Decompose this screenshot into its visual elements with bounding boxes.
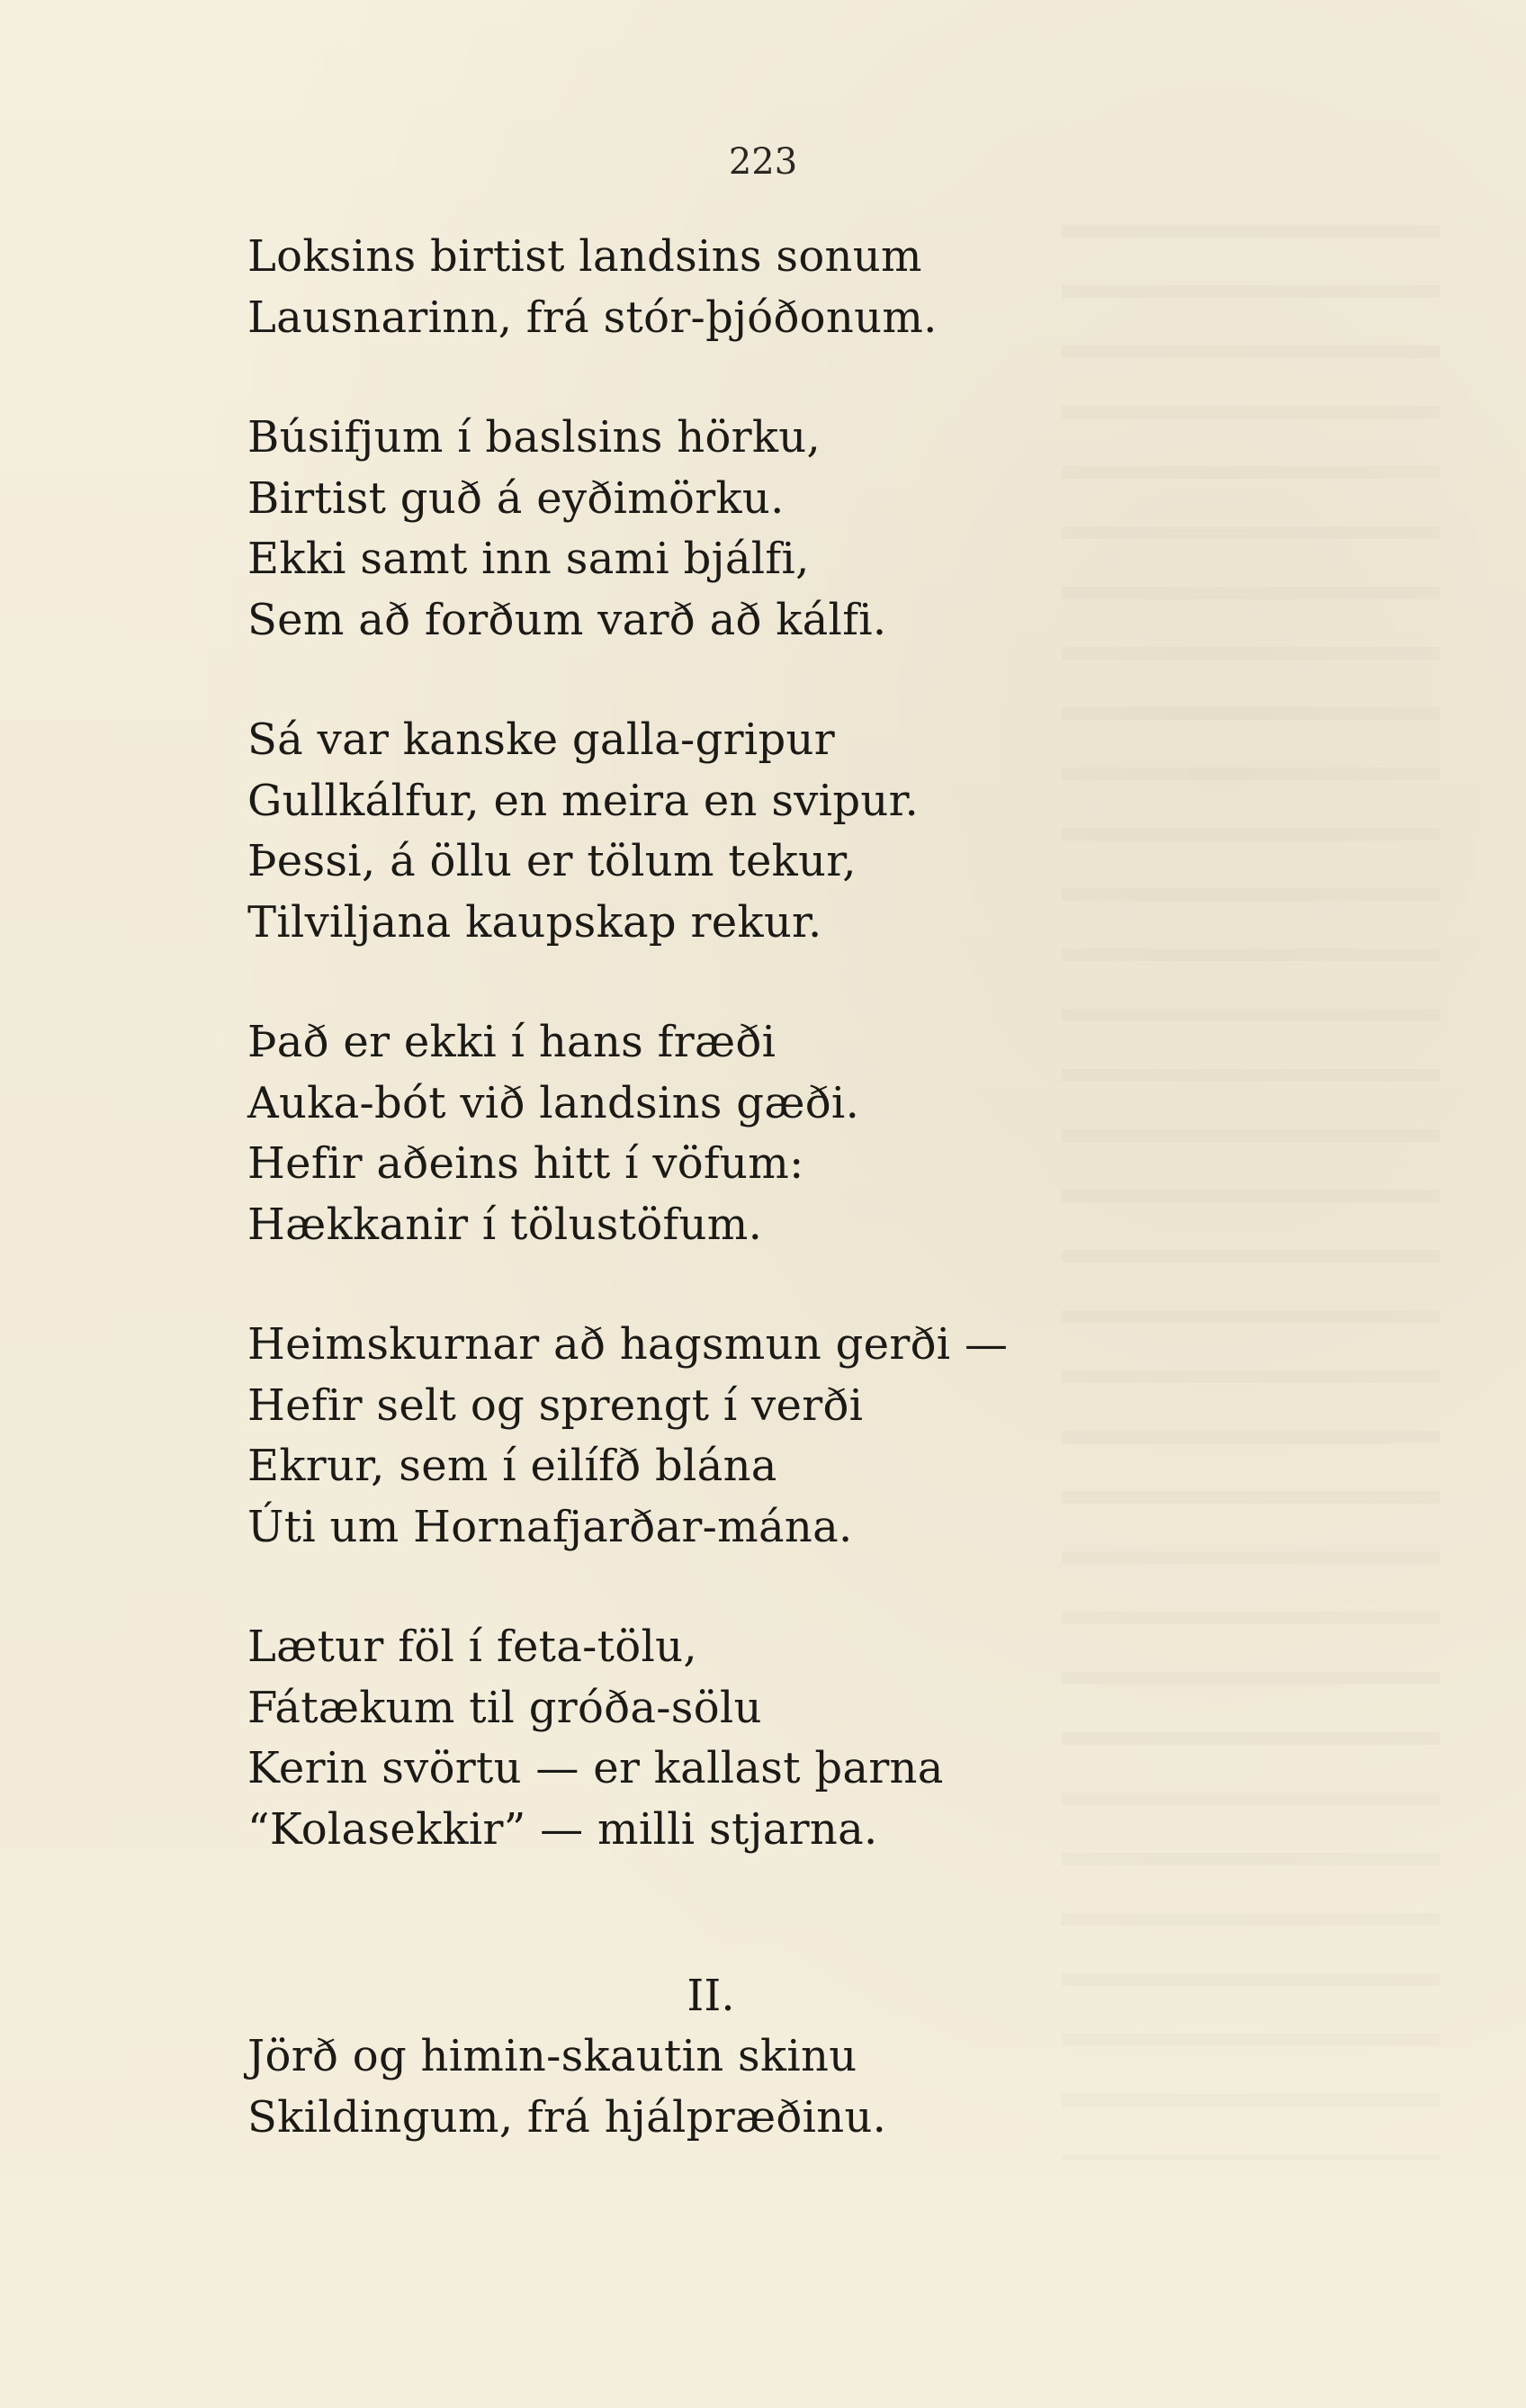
stanza-6 [247, 1617, 1417, 1860]
verse-line: Ekrur, sem í eilífð blána [247, 1441, 777, 1491]
verse-line: Loksins birtist landsins sonum [247, 231, 922, 282]
verse-line: Lausnarinn, frá stór-þjóðonum. [247, 292, 938, 343]
verse-line: Hefir aðeins hitt í vöfum: [247, 1138, 804, 1189]
stanza-4 [247, 1012, 1417, 1255]
poem-section-two-stanza [247, 2026, 1417, 2148]
verse-line: Auka-bót við landsins gæði. [247, 1077, 860, 1128]
verse-line: Fátækum til gróða-sölu [247, 1682, 762, 1733]
verse-line: Þessi, á öllu er tölum tekur, [247, 836, 857, 886]
poem-section-one [247, 227, 1417, 1919]
verse-line: Kerin svörtu — er kallast þarna [247, 1743, 944, 1793]
stanza-3 [247, 710, 1417, 953]
verse-line: Ekki samt inn sami bjálfi, [247, 534, 810, 584]
stanza-5 [247, 1315, 1417, 1558]
stanza-1 [247, 227, 1417, 348]
verse-line: Gullkálfur, en meira en svipur. [247, 775, 920, 826]
verse-line: Skildingum, frá hjálpræðinu. [247, 2091, 887, 2143]
verse-line: Úti um Hornafjarðar-mána. [247, 1501, 853, 1552]
verse-line: Búsifjum í baslsins hörku, [247, 412, 821, 463]
verse-line: Hækkanir í tölustöfum. [247, 1199, 763, 1250]
verse-line: Sá var kanske galla-gripur [247, 714, 835, 765]
verse-line: Jörð og himin-skautin skinu [247, 2031, 857, 2081]
section-heading: II. [687, 1971, 735, 2021]
verse-line: Tilviljana kaupskap rekur. [247, 896, 822, 948]
stanza-2 [247, 408, 1417, 651]
verse-line: Hefir selt og sprengt í verði [247, 1379, 864, 1431]
verse-line: “Kolasekkir” — milli stjarna. [247, 1803, 878, 1855]
verse-line: Lætur föl í feta-tölu, [247, 1622, 697, 1672]
verse-line: Sem að forðum varð að kálfi. [247, 594, 887, 645]
page-number: 223 [728, 141, 798, 183]
verse-line: Birtist guð á eyðimörku. [247, 472, 785, 524]
verse-line: Það er ekki í hans fræði [247, 1017, 776, 1067]
verse-line: Heimskurnar að hagsmun gerði — [247, 1319, 1009, 1370]
